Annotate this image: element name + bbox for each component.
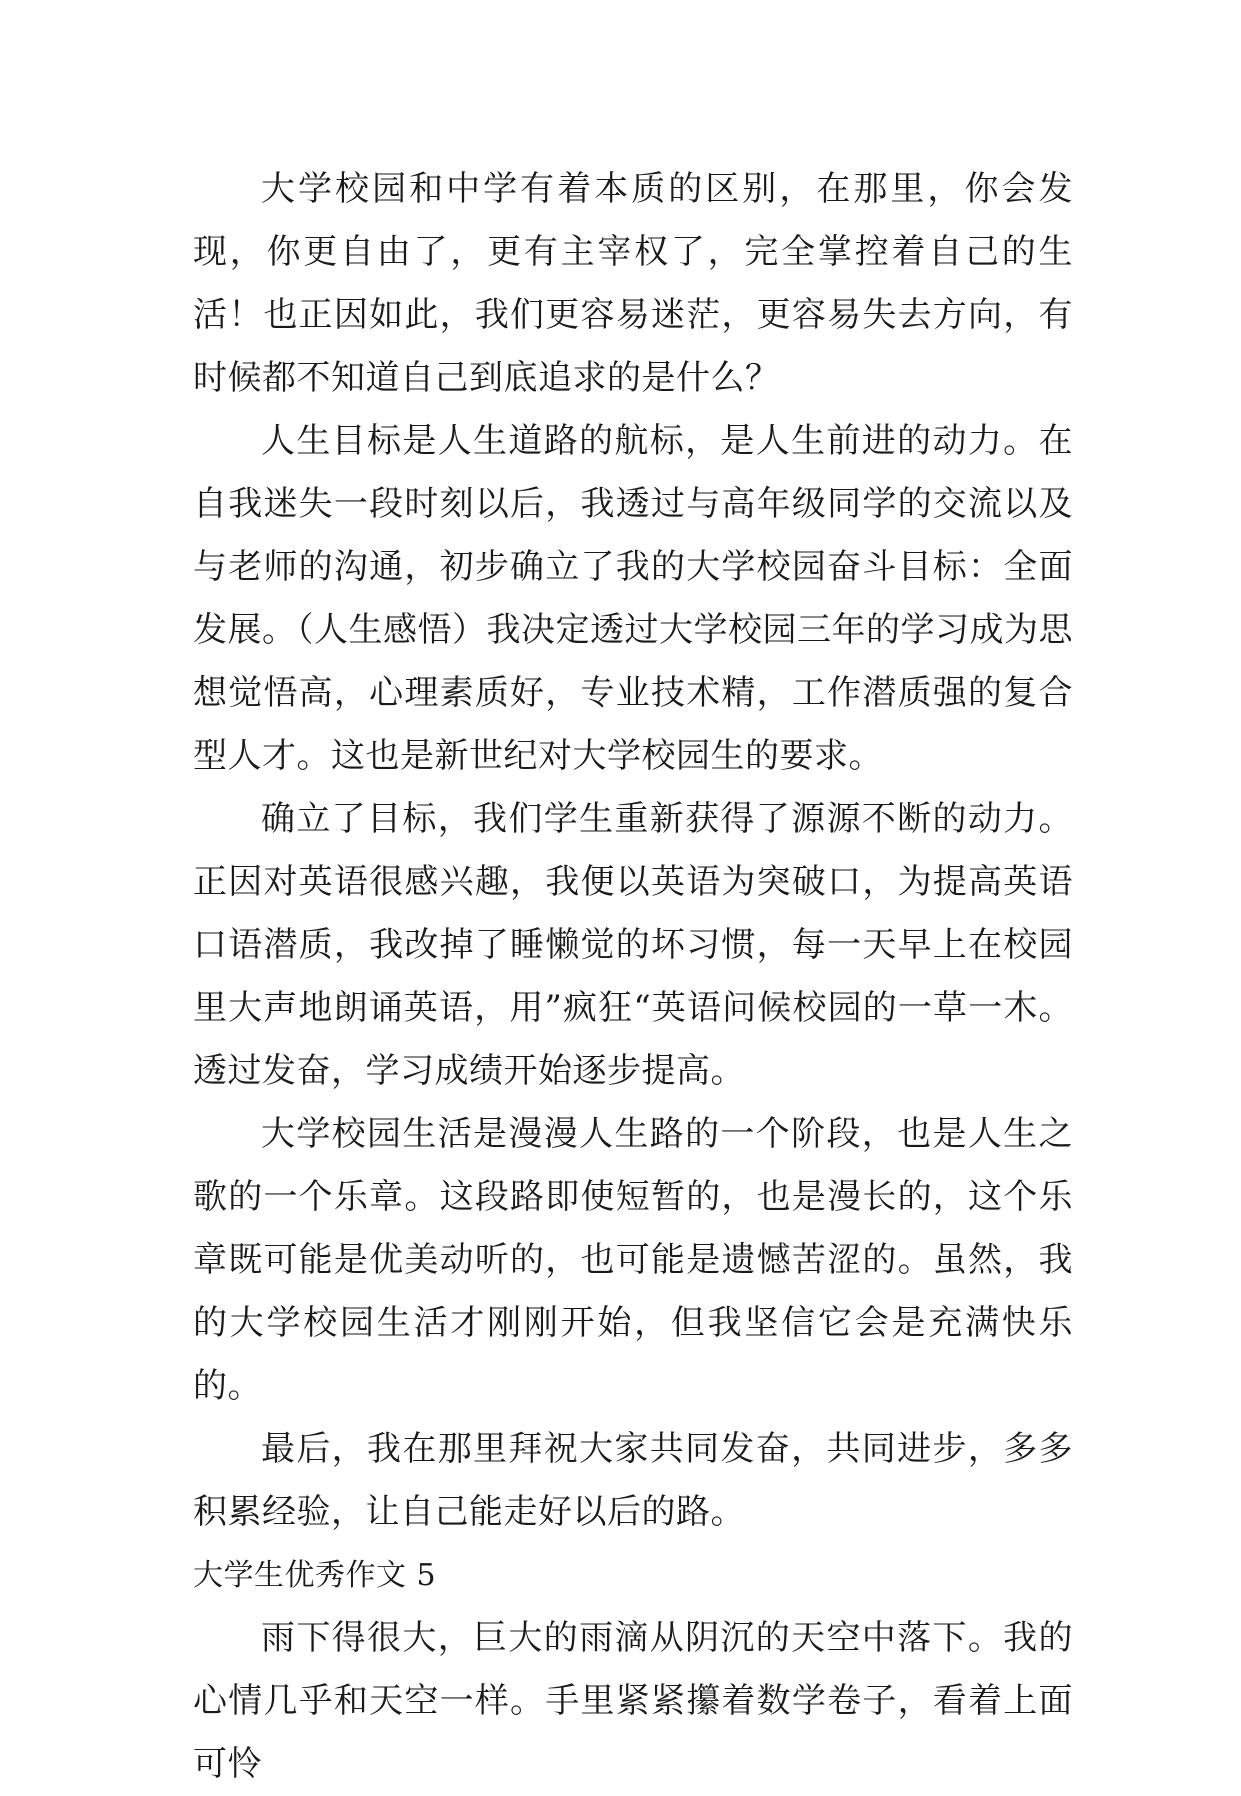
paragraph: 雨下得很大，巨大的雨滴从阴沉的天空中落下。我的心情几乎和天空一样。手里紧紧攥着数学卷子，看着上面可怜: [193, 1618, 1073, 1784]
paragraph: 人生目标是人生道路的航标，是人生前进的动力。在自我迷失一段时刻以后，我透过与高年级同学的交流以及与老师的沟通，初步确立了我的大学校园奋斗目标：全面发展。（人生感悟）我决定透过大学校园三年的学习成为思想觉悟高，心理素质好，专业技术精，工作潜质强的复合型人才。这也是新世纪对大学校园生的要求。: [193, 421, 1073, 776]
paragraph: 确立了目标，我们学生重新获得了源源不断的动力。正因对英语很感兴趣，我便以英语为突破口，为提高英语口语潜质，我改掉了睡懒觉的坏习惯，每一天早上在校园里大声地朗诵英语，用”疯狂“英语问候校园的一草一木。透过发奋，学习成绩开始逐步提高。: [193, 799, 1073, 1091]
paragraph: 最后，我在那里拜祝大家共同发奋，共同进步，多多积累经验，让自己能走好以后的路。: [193, 1429, 1073, 1532]
document-body: [193, 158, 1073, 1796]
paragraph: 大学校园生活是漫漫人生路的一个阶段，也是人生之歌的一个乐章。这段路即使短暂的，也是漫长的，这个乐章既可能是优美动听的，也可能是遗憾苦涩的。虽然，我的大学校园生活才刚刚开始，但我坚信它会是充满快乐的。: [193, 1114, 1073, 1406]
section-heading: 大学生优秀作文 5: [193, 1558, 437, 1593]
paragraph: 大学校园和中学有着本质的区别，在那里，你会发现，你更自由了，更有主宰权了，完全掌控着自己的生活！也正因如此，我们更容易迷茫，更容易失去方向，有时候都不知道自己到底追求的是什么？: [193, 169, 1073, 398]
